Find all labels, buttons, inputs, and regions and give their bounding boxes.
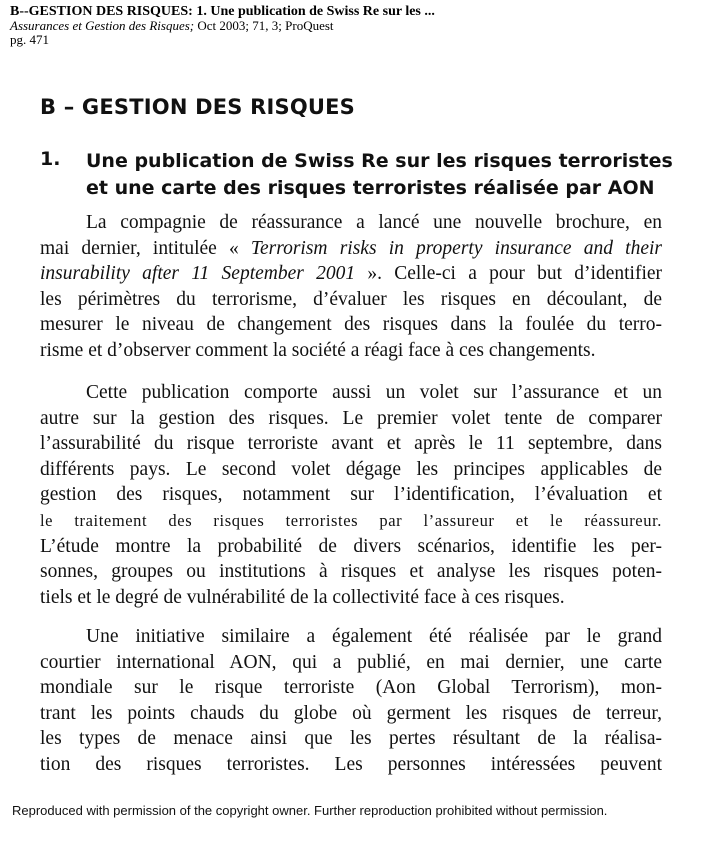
paragraph-1 <box>40 210 662 364</box>
italic-title-run: Terrorism risks in property insurance and their <box>250 237 663 259</box>
article-number: 1. <box>40 148 61 170</box>
text-line: mondiale sur le risque terroriste (Aon Global Terrorism), mon- <box>40 677 662 699</box>
text-line: l’assurabilité du risque terroriste avant et après le 11 septembre, dans <box>40 433 662 455</box>
article-title-line-2: et une carte des risques terroristes réalisée par AON <box>86 177 655 199</box>
text-line: trant les points chauds du globe où germent les risques de terreur, <box>40 702 662 724</box>
text-line: le traitement des risques terroristes par l’assureur et le réassureur. <box>40 510 662 530</box>
italic-title-run: insurability after 11 September 2001 <box>40 263 356 285</box>
text-line: autre sur la gestion des risques. Le premier volet tente de comparer <box>40 407 662 429</box>
text-run: mai dernier, intitulée « <box>40 237 251 259</box>
source-details: Oct 2003; 71, 3; ProQuest <box>194 18 334 33</box>
source-journal: Assurances et Gestion des Risques; <box>10 18 195 33</box>
text-line <box>40 261 662 287</box>
document-title: B--GESTION DES RISQUES: 1. Une publication de Swiss Re sur les ... <box>10 4 435 19</box>
text-line: Cette publication comporte aussi un volet sur l’assurance et un <box>86 382 662 403</box>
copyright-notice: Reproduced with permission of the copyright owner. Further reproduction prohibited without permission. <box>12 803 608 818</box>
text-line: différents pays. Le second volet dégage les principes applicables de <box>40 458 662 480</box>
text-line: courtier international AON, qui a publié, en mai dernier, une carte <box>40 651 662 673</box>
document-source <box>10 19 710 33</box>
text-line: mesurer le niveau de changement des risques dans la foulée du terro- <box>40 314 662 336</box>
text-line: Une initiative similaire a également été réalisée par le grand <box>86 626 662 647</box>
text-line: tiels et le degré de vulnérabilité de la collectivité face à ces risques. <box>40 586 565 608</box>
text-line: gestion des risques, notamment sur l’identification, l’évaluation et <box>40 484 662 506</box>
text-line: tion des risques terroristes. Les personnes intéressées peuvent <box>40 753 662 775</box>
page-reference: pg. 471 <box>10 32 49 47</box>
paragraph-3 <box>40 624 662 778</box>
article-title <box>86 148 676 202</box>
text-line: sonnes, groupes ou institutions à risques et analyse les risques poten- <box>40 561 662 583</box>
document-header <box>10 4 710 47</box>
text-line: risme et d’observer comment la société a réagi face à ces changements. <box>40 339 596 361</box>
article-title-line-1: Une publication de Swiss Re sur les risques terroristes <box>86 150 673 172</box>
text-line: les types de menace ainsi que les pertes résultant de la réalisa- <box>40 728 662 750</box>
paragraph-2 <box>40 380 662 610</box>
text-line: L’étude montre la probabilité de divers scénarios, identifie les per- <box>40 535 662 557</box>
text-run: ». Celle-ci a pour but d’identifier <box>355 263 663 285</box>
text-line: La compagnie de réassurance a lancé une nouvelle brochure, en <box>86 212 662 233</box>
text-line: les périmètres du terrorisme, d’évaluer les risques en découlant, de <box>40 288 662 310</box>
text-line <box>40 236 662 262</box>
section-title: B – GESTION DES RISQUES <box>40 95 356 119</box>
